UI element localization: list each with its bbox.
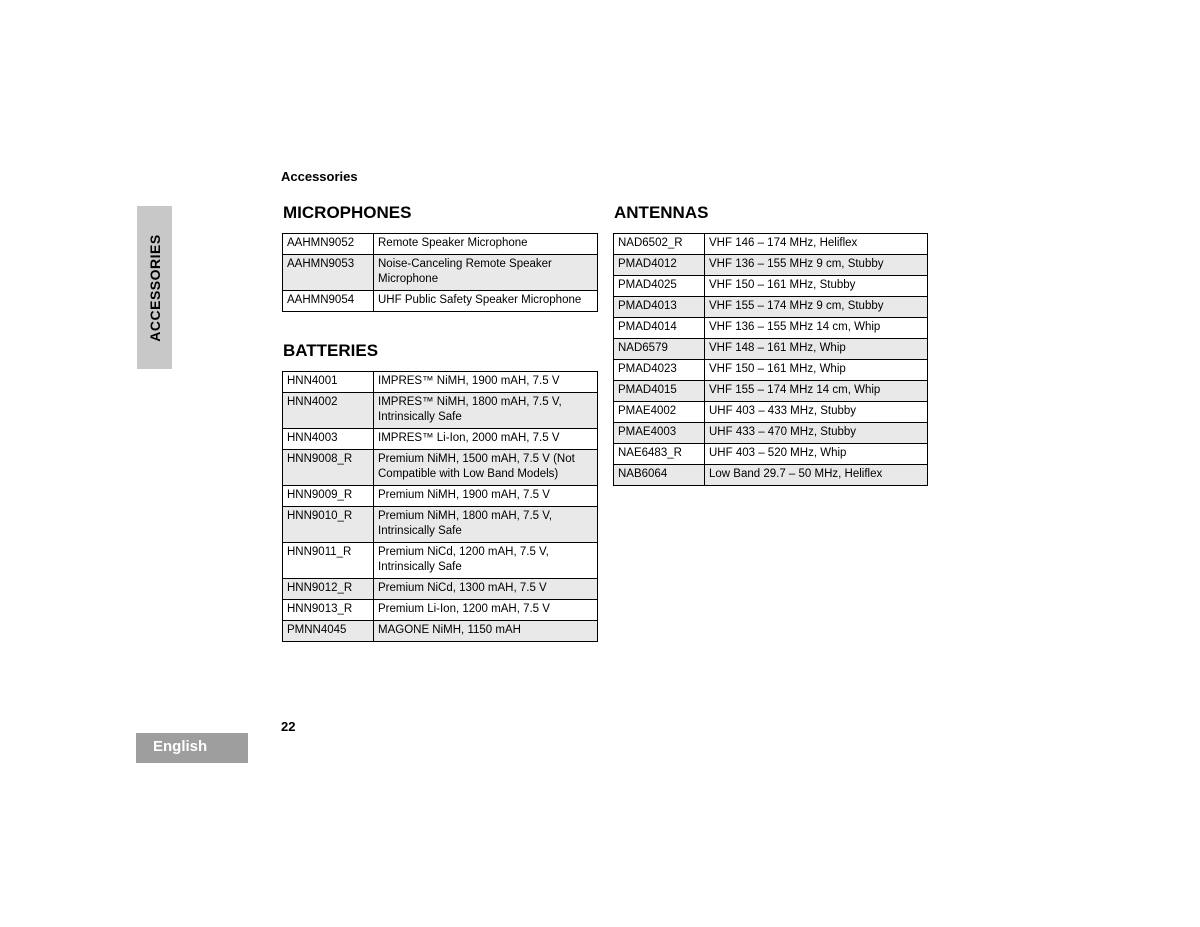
- table-row: [614, 276, 928, 297]
- table-row: [283, 234, 598, 255]
- table-row: [283, 255, 598, 291]
- part-number-cell: AAHMN9052: [283, 234, 374, 255]
- table-row: [614, 465, 928, 486]
- table-row: [283, 507, 598, 543]
- description-cell: VHF 136 – 155 MHz 14 cm, Whip: [705, 318, 928, 339]
- part-number-cell: HNN9013_R: [283, 600, 374, 621]
- part-number-cell: AAHMN9054: [283, 291, 374, 312]
- table-row: [614, 381, 928, 402]
- part-number-cell: PMAE4002: [614, 402, 705, 423]
- description-cell: UHF 433 – 470 MHz, Stubby: [705, 423, 928, 444]
- part-number-cell: HNN4002: [283, 393, 374, 429]
- part-number-cell: NAE6483_R: [614, 444, 705, 465]
- part-number-cell: PMAE4003: [614, 423, 705, 444]
- side-section-tab: [137, 206, 172, 369]
- table-row: [614, 444, 928, 465]
- table-row: [283, 621, 598, 642]
- language-tab-label: English: [153, 738, 208, 755]
- description-cell: Premium NiCd, 1300 mAH, 7.5 V: [374, 579, 598, 600]
- description-cell: VHF 155 – 174 MHz 9 cm, Stubby: [705, 297, 928, 318]
- antennas-title: ANTENNAS: [614, 203, 709, 222]
- description-cell: VHF 150 – 161 MHz, Whip: [705, 360, 928, 381]
- table-row: [283, 429, 598, 450]
- table-row: [614, 255, 928, 276]
- part-number-cell: PMAD4014: [614, 318, 705, 339]
- running-header: Accessories: [281, 169, 358, 184]
- description-cell: UHF Public Safety Speaker Microphone: [374, 291, 598, 312]
- microphones-title: MICROPHONES: [283, 203, 412, 222]
- part-number-cell: PMAD4012: [614, 255, 705, 276]
- part-number-cell: PMAD4013: [614, 297, 705, 318]
- description-cell: Premium NiMH, 1500 mAH, 7.5 V (Not Compatible with Low Band Models): [374, 450, 598, 486]
- description-cell: Remote Speaker Microphone: [374, 234, 598, 255]
- table-row: [283, 486, 598, 507]
- description-cell: VHF 148 – 161 MHz, Whip: [705, 339, 928, 360]
- description-cell: IMPRES™ Li-Ion, 2000 mAH, 7.5 V: [374, 429, 598, 450]
- part-number-cell: PMAD4023: [614, 360, 705, 381]
- side-section-tab-label: ACCESSORIES: [146, 233, 163, 342]
- part-number-cell: PMAD4025: [614, 276, 705, 297]
- language-tab: [136, 733, 248, 763]
- part-number-cell: HNN4003: [283, 429, 374, 450]
- table-row: [283, 543, 598, 579]
- part-number-cell: AAHMN9053: [283, 255, 374, 291]
- description-cell: VHF 150 – 161 MHz, Stubby: [705, 276, 928, 297]
- table-row: [614, 339, 928, 360]
- description-cell: IMPRES™ NiMH, 1800 mAH, 7.5 V, Intrinsically Safe: [374, 393, 598, 429]
- description-cell: Premium Li-Ion, 1200 mAH, 7.5 V: [374, 600, 598, 621]
- table-row: [614, 318, 928, 339]
- table-row: [614, 360, 928, 381]
- page-number: 22: [281, 719, 296, 734]
- description-cell: UHF 403 – 433 MHz, Stubby: [705, 402, 928, 423]
- table-row: [614, 234, 928, 255]
- table-row: [614, 423, 928, 444]
- description-cell: Noise-Canceling Remote Speaker Microphone: [374, 255, 598, 291]
- part-number-cell: HNN9009_R: [283, 486, 374, 507]
- description-cell: Low Band 29.7 – 50 MHz, Heliflex: [705, 465, 928, 486]
- part-number-cell: HNN9008_R: [283, 450, 374, 486]
- table-row: [283, 372, 598, 393]
- batteries-table: [282, 371, 598, 642]
- part-number-cell: NAD6502_R: [614, 234, 705, 255]
- table-row: [283, 579, 598, 600]
- part-number-cell: PMNN4045: [283, 621, 374, 642]
- part-number-cell: HNN4001: [283, 372, 374, 393]
- table-row: [283, 291, 598, 312]
- description-cell: VHF 155 – 174 MHz 14 cm, Whip: [705, 381, 928, 402]
- part-number-cell: HNN9012_R: [283, 579, 374, 600]
- part-number-cell: NAD6579: [614, 339, 705, 360]
- part-number-cell: HNN9011_R: [283, 543, 374, 579]
- description-cell: VHF 146 – 174 MHz, Heliflex: [705, 234, 928, 255]
- table-row: [614, 402, 928, 423]
- part-number-cell: NAB6064: [614, 465, 705, 486]
- batteries-title: BATTERIES: [283, 341, 379, 360]
- description-cell: MAGONE NiMH, 1150 mAH: [374, 621, 598, 642]
- description-cell: IMPRES™ NiMH, 1900 mAH, 7.5 V: [374, 372, 598, 393]
- microphones-table: [282, 233, 598, 312]
- description-cell: Premium NiMH, 1800 mAH, 7.5 V, Intrinsically Safe: [374, 507, 598, 543]
- description-cell: UHF 403 – 520 MHz, Whip: [705, 444, 928, 465]
- table-row: [283, 450, 598, 486]
- antennas-table: [613, 233, 928, 486]
- description-cell: VHF 136 – 155 MHz 9 cm, Stubby: [705, 255, 928, 276]
- part-number-cell: HNN9010_R: [283, 507, 374, 543]
- description-cell: Premium NiCd, 1200 mAH, 7.5 V, Intrinsically Safe: [374, 543, 598, 579]
- part-number-cell: PMAD4015: [614, 381, 705, 402]
- table-row: [283, 600, 598, 621]
- table-row: [283, 393, 598, 429]
- description-cell: Premium NiMH, 1900 mAH, 7.5 V: [374, 486, 598, 507]
- table-row: [614, 297, 928, 318]
